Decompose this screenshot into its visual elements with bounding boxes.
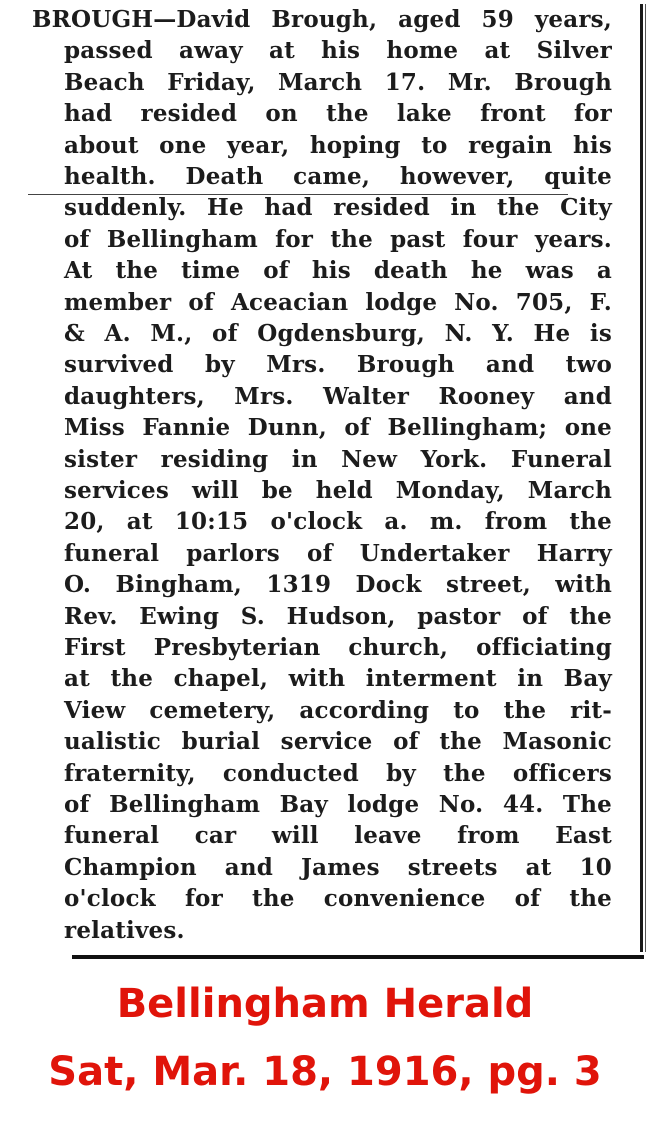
obituary-line: daughters, Mrs. Walter Rooney and <box>64 382 612 410</box>
column-rule-inner <box>645 4 646 952</box>
obituary-line: suddenly. He had resided in the City <box>64 194 612 222</box>
obituary-line: at the chapel, with interment in Bay <box>64 665 612 693</box>
obituary-line: Rev. Ewing S. Hudson, pastor of the <box>64 602 612 630</box>
column-rule <box>640 4 643 952</box>
obituary-line: o'clock for the convenience of the <box>64 885 612 913</box>
obituary-line: ualistic burial service of the Masonic <box>64 728 612 756</box>
obituary-line: At the time of his death he was a <box>64 257 612 285</box>
obituary-line: BROUGH—David Brough, aged 59 years, <box>32 6 612 33</box>
obituary-line: of Bellingham Bay lodge No. 44. The <box>64 791 612 818</box>
obituary-line: about one year, hoping to regain his <box>64 131 612 159</box>
obituary-line: sister residing in New York. Funeral <box>64 445 612 473</box>
publication-date: Sat, Mar. 18, 1916, pg. 3 <box>48 1049 602 1095</box>
obituary-line: Beach Friday, March 17. Mr. Brough <box>64 68 612 96</box>
obituary-line: relatives. <box>64 916 185 944</box>
obituary-line: 20, at 10:15 o'clock a. m. from the <box>64 508 612 536</box>
obituary-line: & A. M., of Ogdensburg, N. Y. He is <box>64 320 612 347</box>
bottom-rule <box>72 955 644 959</box>
obituary-line: survived by Mrs. Brough and two <box>64 351 612 379</box>
obituary-line: services will be held Monday, March <box>64 477 612 504</box>
obituary-line: funeral parlors of Undertaker Harry <box>64 539 612 567</box>
obituary-line: fraternity, conducted by the officers <box>64 759 612 787</box>
obituary-line: of Bellingham for the past four years. <box>64 225 612 253</box>
obituary-line: funeral car will leave from East <box>64 822 612 850</box>
newspaper-name: Bellingham Herald <box>116 981 534 1027</box>
obituary-line: had resided on the lake front for <box>64 100 612 128</box>
obituary-line: member of Aceacian lodge No. 705, F. <box>64 288 612 316</box>
newspaper-clipping <box>28 4 616 956</box>
obituary-line: Champion and James streets at 10 <box>64 853 612 881</box>
obituary-line: View cemetery, according to the rit- <box>64 696 612 724</box>
obituary-line: First Presbyterian church, officiating <box>64 634 612 661</box>
obituary-line: passed away at his home at Silver <box>64 37 612 65</box>
obituary-line: Miss Fannie Dunn, of Bellingham; one <box>64 414 612 442</box>
obituary-line: health. Death came, however, quite <box>64 163 612 190</box>
obituary-line: O. Bingham, 1319 Dock street, with <box>64 571 612 599</box>
